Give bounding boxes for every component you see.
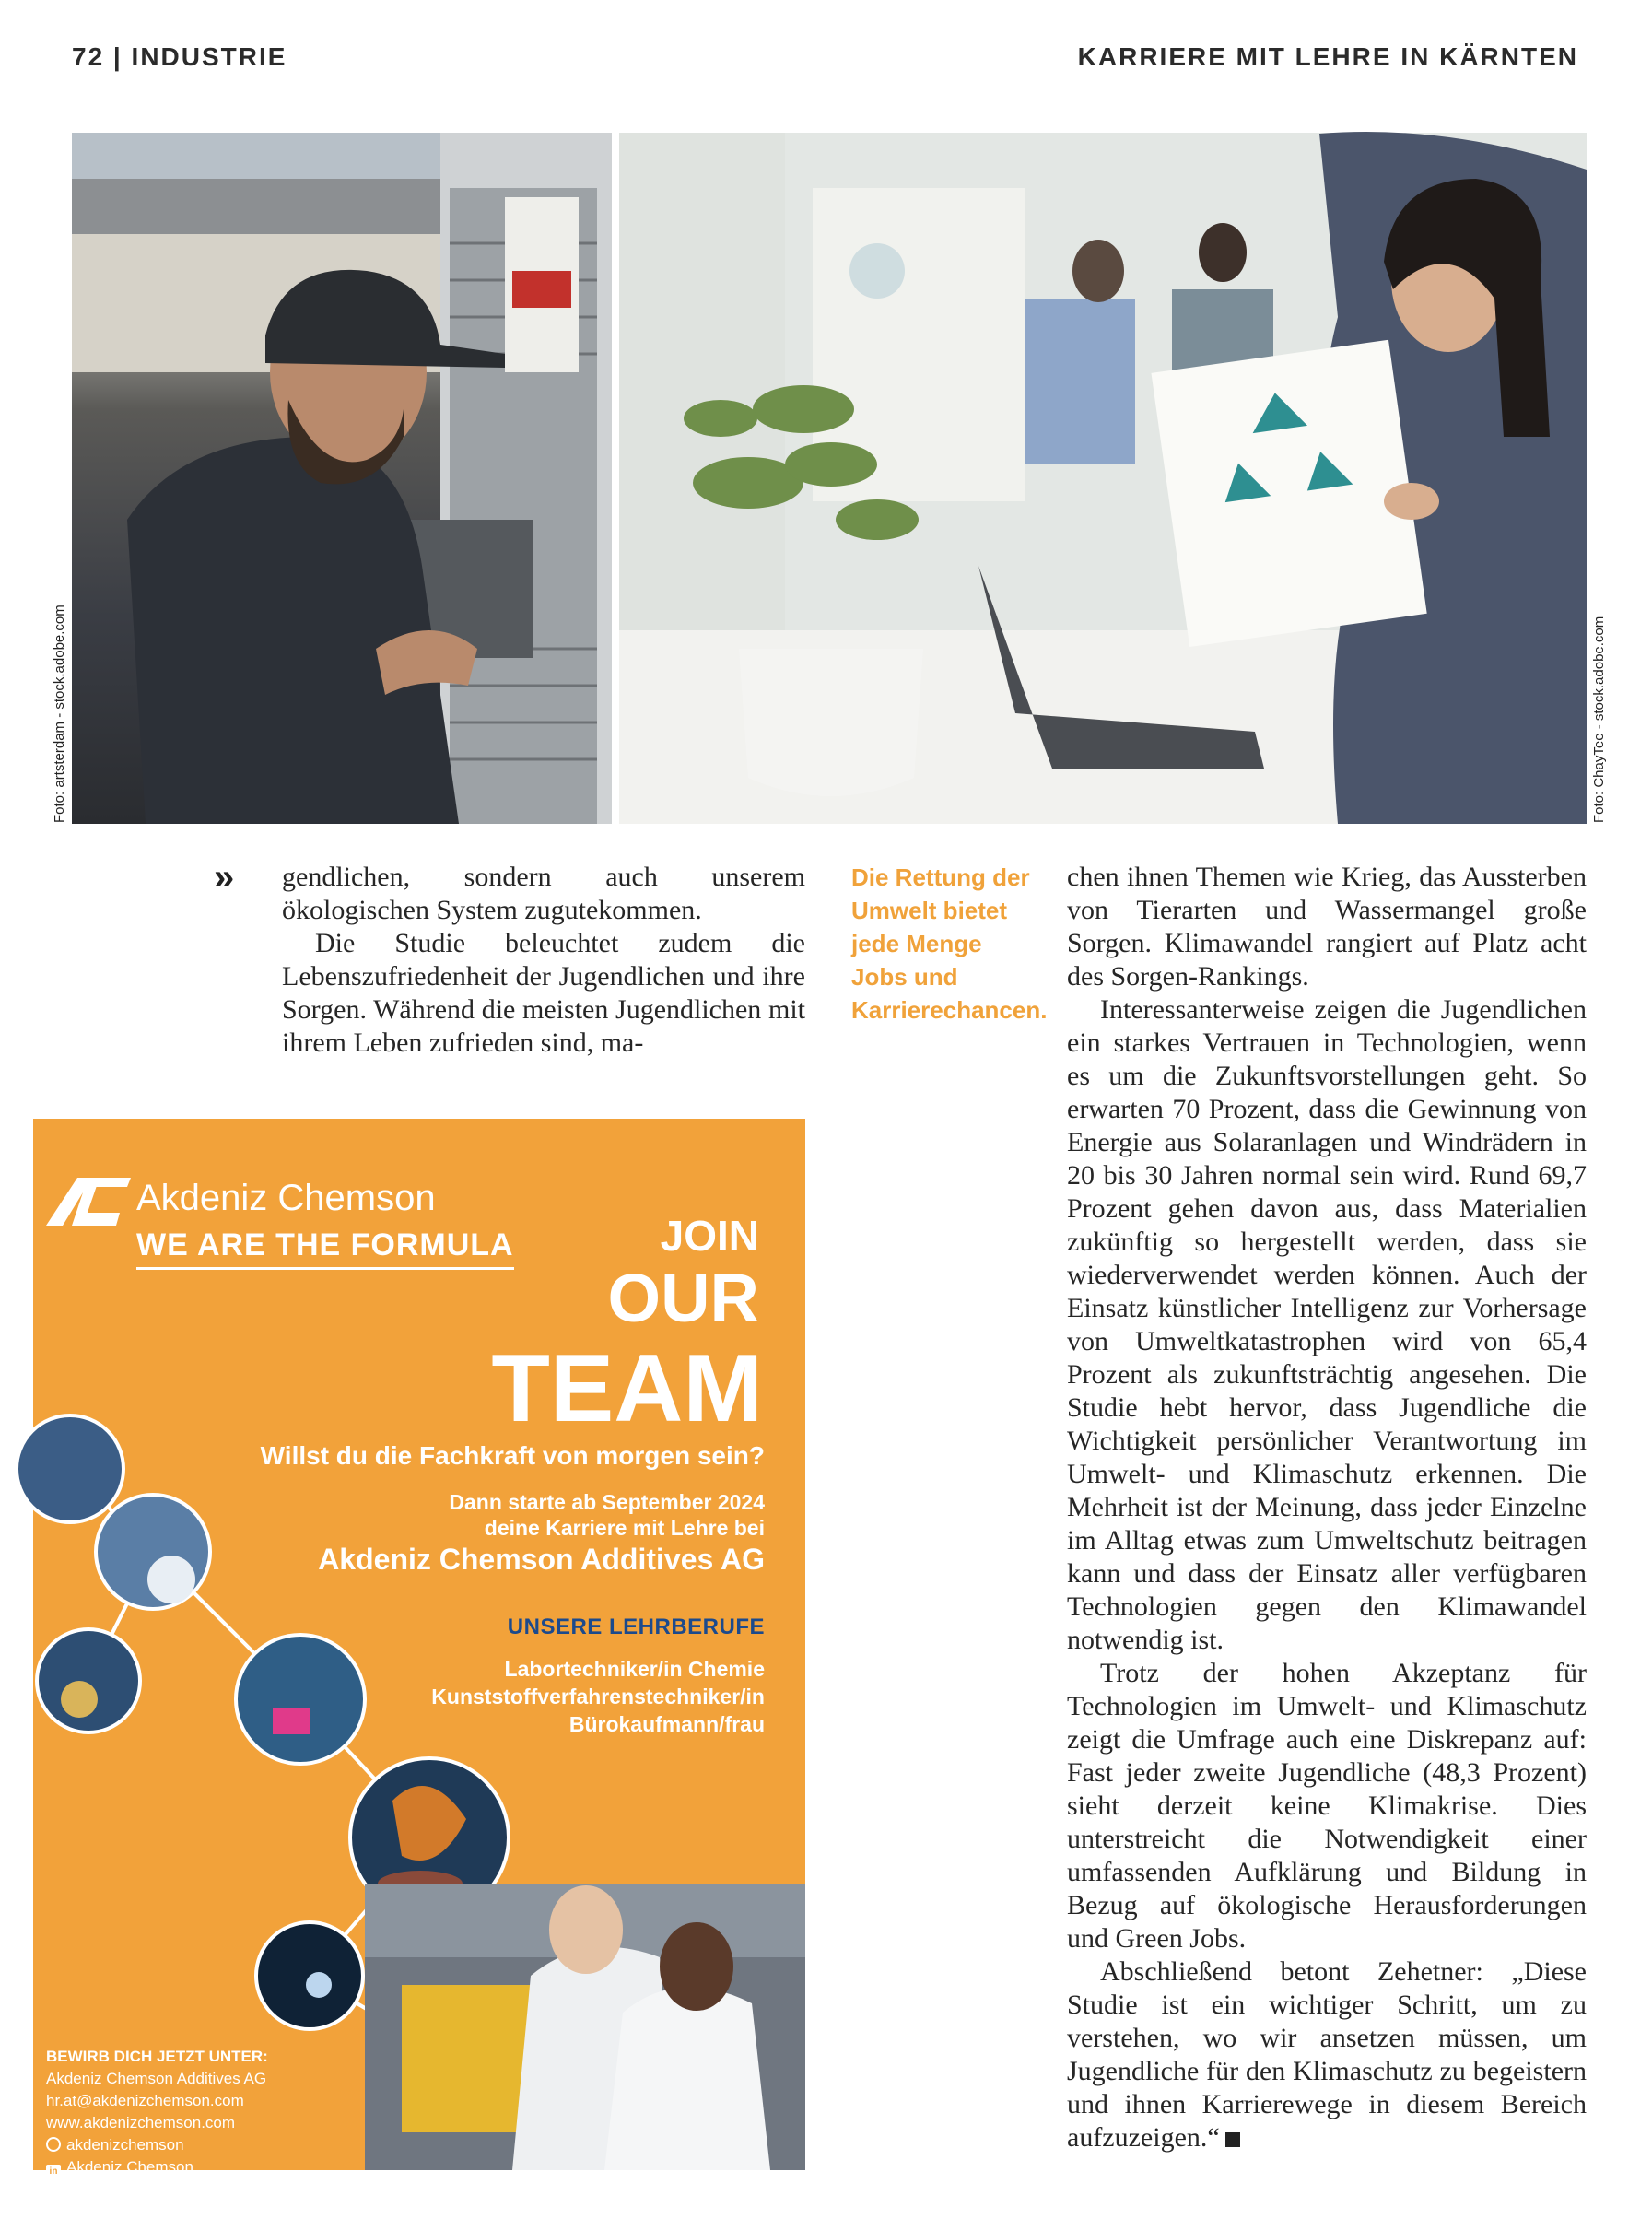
instagram-icon [46,2137,61,2152]
ad-start-line-1: Dann starte ab September 2024 [449,1490,765,1514]
photo-credit-right: Foto: ChayTee - stock.adobe.com [1591,616,1607,823]
article-paragraph: gendlichen, sondern auch unserem ökologischen System zugutekommen. [282,862,805,925]
ad-website-link[interactable]: www.akdenizchemson.com [46,2114,236,2131]
photo-credit-left: Foto: artsterdam - stock.adobe.com [52,605,67,823]
ad-company-name: Akdeniz Chemson Additives AG [318,1543,765,1576]
end-of-article-square [1225,2132,1240,2147]
article-paragraph: Interessanterweise zeigen die Jugendlichen ein starkes Vertrauen in Technologien, wenn es um die Zukunftsvorstellungen geht. So erwarten 70 Prozent, dass die Gewinnung von Energie aus Solaranlagen und Windrädern in 20 bis 30 Jahren normal sein wird. Rund 69,7 Prozent gehen davon aus, dass Materialien zukünftig so hergestellt werden, dass sie wiederverwendet werden können. Auch der Einsatz künstlicher Intelligenz zur Vorhersage von Umweltkatastrophen wird von 65,4 Prozent als zukunftsträchtig angesehen. Die Studie hebt hervor, dass Jugendliche die Wichtigkeit persönlicher Verantwortung im Umwelt- und Klimaschutz erkennen. Die Mehrheit ist der Meinung, dass jeder Einzelne im Alltag etwas zum Umweltschutz beitragen kann und dass der Einsatz aller verfügbaren Technologien gegen den Klimawandel notwendig ist. [1067,994,1587,1655]
ad-linkedin-name: Akdeniz Chemson [66,2158,193,2176]
article-paragraph-last [1067,1955,1587,2154]
ad-question: Willst du die Fachkraft von morgen sein? [260,1441,765,1470]
article-paragraph: Die Studie beleuchtet zudem die Lebenszufriedenheit der Jugendlichen und ihre Sorgen. Während die meisten Jugendlichen mit ihrem Leben zufrieden sind, ma- [282,928,805,1058]
ad-apply-block [46,2046,268,2179]
ad-start-text [449,1489,765,1541]
ad-apply-heading: BEWIRB DICH JETZT UNTER: [46,2048,268,2065]
pullquote: Die Rettung der Umwelt bietet jede Menge Jobs und Karrierechancen. [851,863,1048,1024]
ad-lehrberufe-heading: UNSERE LEHRBERUFE [507,1614,765,1639]
page-section-label: 72 | INDUSTRIE [72,42,287,71]
linkedin-icon: in [46,2165,61,2179]
ad-our: OUR [607,1260,759,1336]
article-paragraph: chen ihnen Themen wie Krieg, das Aussterben von Tierarten und Wassermangel große Sorgen. Klimawandel rangiert auf Platz acht des Sorgen-Rankings. [1067,862,1587,992]
ad-lehrberuf-item: Kunststoffverfahrenstechniker/in [431,1685,765,1708]
ad-join: JOIN [660,1212,759,1260]
ad-lehrberufe-list [431,1655,765,1738]
article-column-1 [282,861,805,1060]
ad-linkedin-row[interactable] [46,2156,268,2179]
technician-photo [72,133,612,824]
article-paragraph-text: Abschließend betont Zehetner: „Diese Studie ist ein wichtiger Schritt, um zu verstehen, wo wir ansetzen müssen, um Jugendliche für den Klimaschutz zu begeistern und ihnen Karrierewege in diesem Bereich aufzuzeigen.“ [1067,1956,1587,2153]
ad-team: TEAM [491,1335,763,1442]
ad-start-line-2: deine Karriere mit Lehre bei [484,1516,765,1540]
ad-email-link[interactable]: hr.at@akdenizchemson.com [46,2092,244,2109]
article-column-3 [1067,861,1587,2154]
ad-slogan: WE ARE THE FORMULA [136,1227,514,1270]
recycling-office-photo [619,133,1587,824]
akdeniz-chemson-ad [33,1119,805,2177]
ad-lehrberuf-item: Bürokaufmann/frau [568,1712,765,1736]
series-title: KARRIERE MIT LEHRE IN KÄRNTEN [1077,42,1578,71]
ad-lehrberuf-item: Labortechniker/in Chemie [504,1657,765,1681]
ad-instagram-row[interactable] [46,2134,268,2156]
ad-instagram-handle: akdenizchemson [66,2136,184,2154]
ad-apply-company: Akdeniz Chemson Additives AG [46,2070,267,2087]
ad-brand-name: Akdeniz Chemson [136,1178,436,1218]
article-paragraph: Trotz der hohen Akzeptanz für Technologien im Umwelt- und Klimaschutz zeigt die Umfrage auch eine Diskrepanz auf: Fast jeder zweite Jugendliche (48,3 Prozent) sieht derzeit keine Klimakrise. Dies unterstreicht die Notwendigkeit einer umfassenden Aufklärung und Bildung in Bezug auf ökologische Herausforderungen und Green Jobs. [1067,1658,1587,1954]
continuation-mark: » [214,857,235,898]
akdeniz-chemson-logo-icon [46,1176,131,1227]
